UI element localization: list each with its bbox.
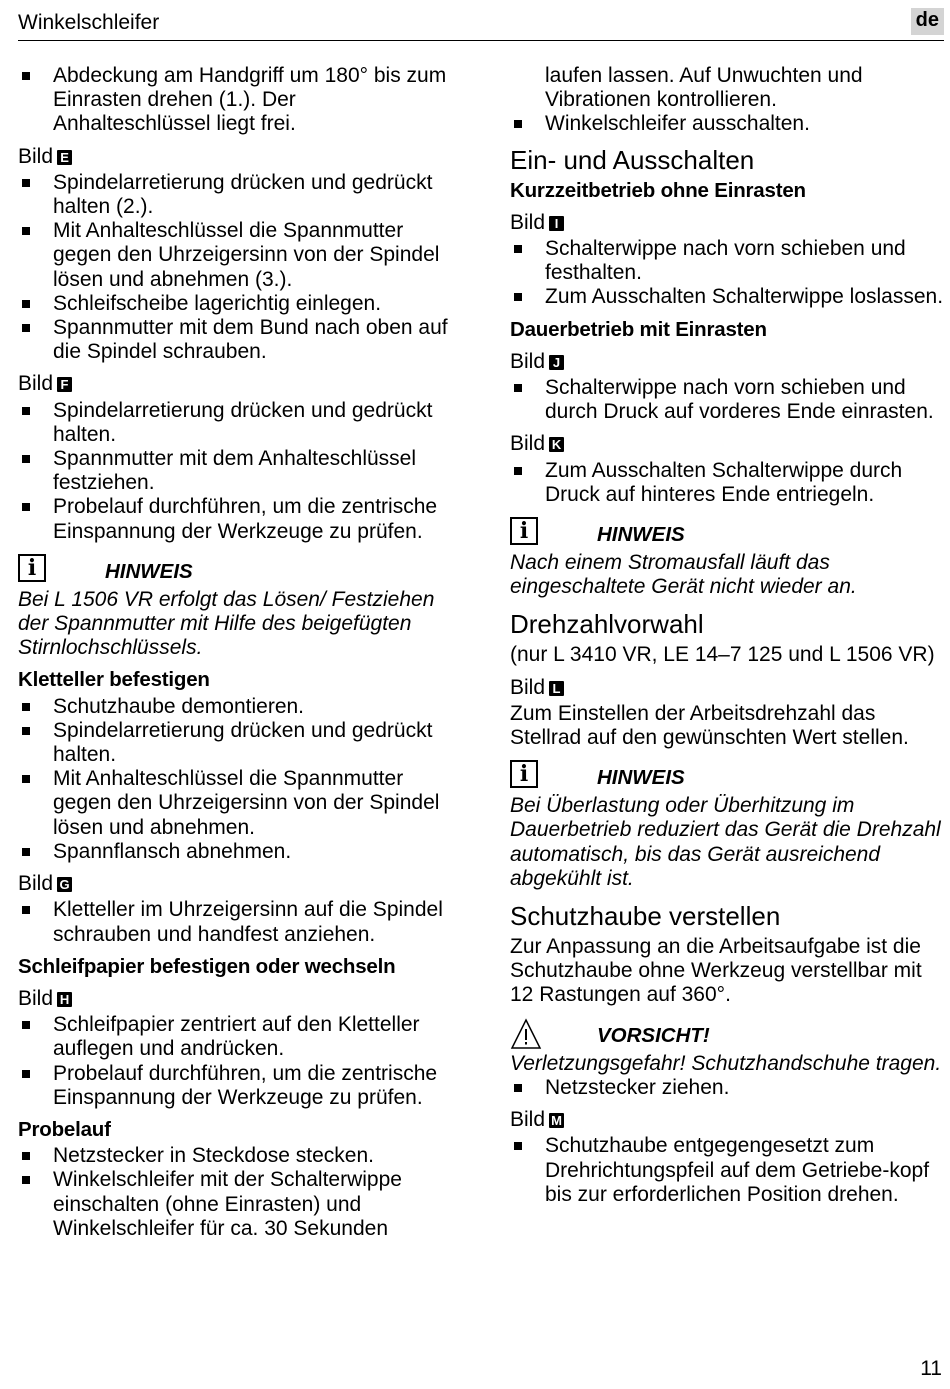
header-title: Winkelschleifer: [18, 11, 160, 34]
caution-text: Verletzungsgefahr! Schutzhandschuhe tragen.: [510, 1051, 942, 1075]
bullet-list: [510, 112, 946, 136]
section-subheading: Kletteller befestigen: [18, 668, 210, 692]
list-item: Probelauf durchführen, um die zentrische Einspannung der Werkzeuge zu prüfen.: [18, 1062, 458, 1110]
list-item: Schalterwippe nach vorn schieben und durch Druck auf vorderes Ende einrasten.: [510, 376, 946, 424]
figure-letter-icon: H: [57, 992, 72, 1007]
bullet-list: [510, 459, 946, 507]
figure-label: Bild: [510, 349, 546, 373]
bullet-list: [18, 1144, 458, 1241]
list-item: Probelauf durchführen, um die zentrische Einspannung der Werkzeuge zu prüfen.: [18, 495, 458, 543]
list-item: Spannflansch abnehmen.: [18, 840, 458, 864]
list-item: Schleifpapier zentriert auf den Kletteller auflegen und andrücken.: [18, 1013, 458, 1061]
figure-ref-i: [510, 211, 946, 235]
info-icon: i: [510, 760, 538, 788]
list-item: Schutzhaube entgegengesetzt zum Drehrichtungspfeil auf dem Getriebe-kopf bis zur erforderlichen Position drehen.: [510, 1134, 946, 1207]
continuation-text: laufen lassen. Auf Unwuchten und Vibrationen kontrollieren.: [545, 64, 863, 112]
figure-letter-icon: L: [549, 681, 564, 696]
info-icon: i: [510, 517, 538, 545]
paragraph: Zur Anpassung an die Arbeitsaufgabe ist die Schutzhaube ohne Werkzeug verstellbar mit 12 Rastungen auf 360°.: [510, 935, 922, 1007]
figure-ref-k: [510, 432, 946, 456]
page-number: 11: [920, 1357, 942, 1380]
figure-label: Bild: [510, 432, 546, 456]
info-icon: i: [18, 554, 46, 582]
right-column: [510, 64, 946, 1207]
figure-label: Bild: [18, 986, 54, 1010]
section-subheading: Dauerbetrieb mit Einrasten: [510, 317, 767, 341]
bullet-list: [510, 376, 946, 424]
list-item: Mit Anhalteschlüssel die Spannmutter gegen den Uhrzeigersinn von der Spindel lösen und abnehmen.: [18, 767, 458, 840]
section-subheading: Probelauf: [18, 1117, 111, 1141]
figure-label: Bild: [510, 210, 546, 234]
figure-label: Bild: [510, 1108, 546, 1132]
section-subheading: Schleifpapier befestigen oder wechseln: [18, 954, 396, 978]
figure-letter-icon: M: [549, 1113, 564, 1128]
list-item: Spindelarretierung drücken und gedrückt halten.: [18, 719, 458, 767]
note-block: [510, 517, 946, 599]
figure-ref-j: [510, 350, 946, 374]
list-item: Spannmutter mit dem Anhalteschlüssel festziehen.: [18, 447, 458, 495]
list-item: Winkelschleifer ausschalten.: [510, 112, 946, 136]
note-text: Bei L 1506 VR erfolgt das Lösen/ Festziehen der Spannmutter mit Hilfe des beigefügten Stirnlochschlüssels.: [18, 587, 435, 660]
note-block: [18, 554, 458, 661]
list-item: Spindelarretierung drücken und gedrückt halten.: [18, 399, 458, 447]
bullet-list: [18, 695, 458, 864]
left-column: [18, 64, 458, 1241]
paragraph: Zum Einstellen der Arbeitsdrehzahl das Stellrad auf den gewünschten Wert stellen.: [510, 701, 909, 750]
figure-ref-e: [18, 145, 458, 169]
figure-label: Bild: [510, 675, 546, 699]
note-block: [510, 760, 946, 891]
list-item: Zum Ausschalten Schalterwippe durch Druck auf hinteres Ende entriegeln.: [510, 459, 946, 507]
paragraph: (nur L 3410 VR, LE 14–7 125 und L 1506 VR): [510, 643, 935, 667]
figure-letter-icon: E: [57, 150, 72, 165]
note-title: HINWEIS: [105, 559, 193, 583]
note-text: Bei Überlastung oder Überhitzung im Dauerbetrieb reduziert das Gerät die Drehzahl automatisch, bis das Gerät ausreichend abgekühlt ist.: [510, 794, 941, 890]
figure-ref-h: [18, 987, 458, 1011]
note-title: HINWEIS: [597, 766, 685, 790]
list-item: Spannmutter mit dem Bund nach oben auf die Spindel schrauben.: [18, 316, 458, 364]
list-item: Mit Anhalteschlüssel die Spannmutter gegen den Uhrzeigersinn von der Spindel lösen und abnehmen (3.).: [18, 219, 458, 292]
page-header: [18, 8, 944, 41]
caution-title: VORSICHT!: [597, 1023, 710, 1047]
list-item: Winkelschleifer mit der Schalterwippe einschalten (ohne Einrasten) und Winkelschleifer für ca. 30 Sekunden: [18, 1168, 458, 1241]
list-item: Netzstecker ziehen.: [510, 1076, 946, 1100]
list-item: Schalterwippe nach vorn schieben und festhalten.: [510, 237, 946, 285]
note-text: Nach einem Stromausfall läuft das eingeschaltete Gerät nicht wieder an.: [510, 551, 857, 599]
warning-triangle-icon: [510, 1018, 542, 1056]
bullet-list: [18, 64, 458, 137]
list-item: Abdeckung am Handgriff um 180° bis zum Einrasten drehen (1.). Der Anhalteschlüssel liegt frei.: [18, 64, 458, 137]
figure-label: Bild: [18, 372, 54, 396]
figure-letter-icon: J: [549, 355, 564, 370]
figure-ref-m: [510, 1108, 946, 1132]
list-item: Schutzhaube demontieren.: [18, 695, 458, 719]
language-badge: de: [911, 8, 944, 35]
list-item: Netzstecker in Steckdose stecken.: [18, 1144, 458, 1168]
section-subheading: Kurzzeitbetrieb ohne Einrasten: [510, 178, 806, 202]
section-heading: Ein- und Ausschalten: [510, 144, 755, 175]
note-title: HINWEIS: [597, 523, 685, 547]
figure-letter-icon: I: [549, 216, 564, 231]
bullet-list: [18, 1013, 458, 1110]
figure-ref-f: [18, 372, 458, 396]
figure-ref-l: [510, 676, 946, 700]
figure-ref-g: [18, 872, 458, 896]
bullet-list: [510, 1134, 946, 1207]
section-heading: Schutzhaube verstellen: [510, 901, 781, 932]
bullet-list: [18, 171, 458, 365]
list-item: Spindelarretierung drücken und gedrückt halten (2.).: [18, 171, 458, 219]
bullet-list: [18, 399, 458, 544]
figure-label: Bild: [18, 144, 54, 168]
figure-letter-icon: K: [549, 437, 564, 452]
list-item: Schleifscheibe lagerichtig einlegen.: [18, 292, 458, 316]
bullet-list: [510, 237, 946, 310]
list-item: Kletteller im Uhrzeigersinn auf die Spindel schrauben und handfest anziehen.: [18, 898, 458, 946]
bullet-list: [510, 1076, 946, 1100]
section-heading: Drehzahlvorwahl: [510, 609, 704, 640]
figure-letter-icon: G: [57, 877, 72, 892]
bullet-list: [18, 898, 458, 946]
figure-letter-icon: F: [57, 377, 72, 392]
caution-block: [510, 1018, 946, 1076]
list-item: Zum Ausschalten Schalterwippe loslassen.: [510, 285, 946, 309]
figure-label: Bild: [18, 872, 54, 896]
